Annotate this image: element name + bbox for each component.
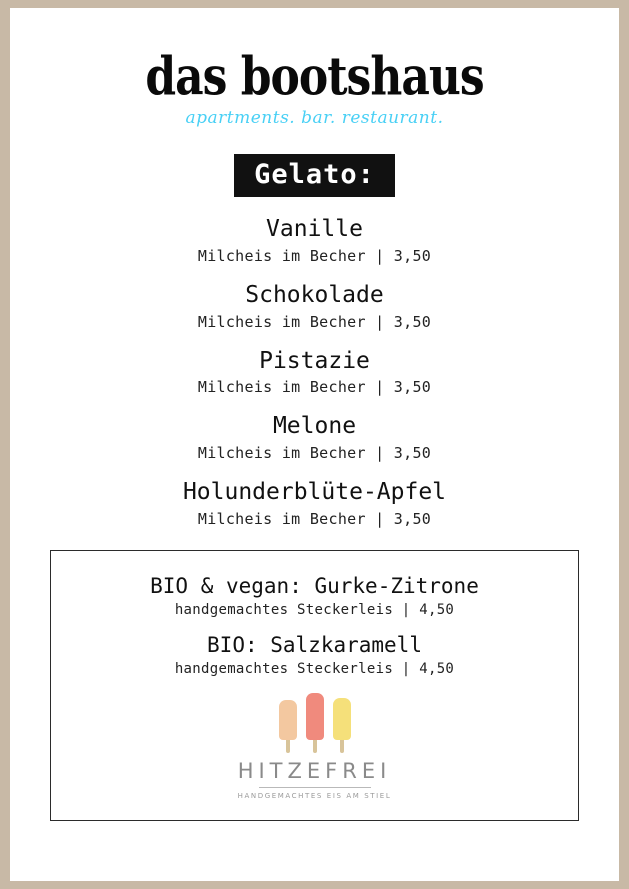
popsicle-icon xyxy=(279,700,297,753)
item-name: BIO & vegan: Gurke-Zitrone xyxy=(150,573,479,598)
menu-page xyxy=(10,8,619,881)
item-description: handgemachtes Steckerleis | 4,50 xyxy=(174,602,455,618)
item-description: handgemachtes Steckerleis | 4,50 xyxy=(174,661,455,678)
list-item xyxy=(50,281,579,331)
popsicle-stick xyxy=(286,740,290,753)
gelato-list xyxy=(50,215,579,528)
list-item xyxy=(67,632,562,677)
item-description: Milcheis im Becher | 3,50 xyxy=(197,246,432,265)
item-description: Milcheis im Becher | 3,50 xyxy=(197,509,432,528)
item-description: Milcheis im Becher | 3,50 xyxy=(197,312,432,331)
item-description: Milcheis im Becher | 3,50 xyxy=(197,378,432,397)
list-item xyxy=(50,347,579,397)
item-name: Vanille xyxy=(266,216,363,242)
popsicle-body xyxy=(306,693,324,740)
logo-tagline: HANDGEMACHTES EIS AM STIEL xyxy=(237,792,392,801)
section-title-gelato: Gelato: xyxy=(234,154,395,197)
item-name: Holunderblüte-Apfel xyxy=(182,479,447,505)
list-item xyxy=(50,412,579,462)
item-name: Melone xyxy=(272,413,357,440)
popsicle-body xyxy=(279,700,297,740)
list-item xyxy=(50,478,579,528)
list-item xyxy=(50,215,579,265)
popsicle-icon xyxy=(333,698,351,753)
brand-header xyxy=(50,47,579,128)
popsicle-icons xyxy=(67,691,562,753)
item-description: Milcheis im Becher | 3,50 xyxy=(197,444,432,462)
list-item xyxy=(67,573,562,618)
popsicle-stick xyxy=(313,740,317,753)
boxed-specials-section xyxy=(50,550,579,822)
menu-content xyxy=(10,8,619,821)
popsicle-icon xyxy=(306,693,324,753)
hitzefrei-logo xyxy=(67,691,562,806)
popsicle-body xyxy=(333,698,351,740)
logo-divider xyxy=(259,787,371,788)
item-name: Pistazie xyxy=(259,347,370,374)
logo-name: HITZEFREI xyxy=(237,759,392,784)
item-name: Schokolade xyxy=(245,281,384,308)
brand-tagline: apartments. bar. restaurant. xyxy=(185,108,444,128)
brand-name: das bootshaus xyxy=(145,47,484,108)
popsicle-stick xyxy=(340,740,344,753)
item-name: BIO: Salzkaramell xyxy=(207,633,422,657)
